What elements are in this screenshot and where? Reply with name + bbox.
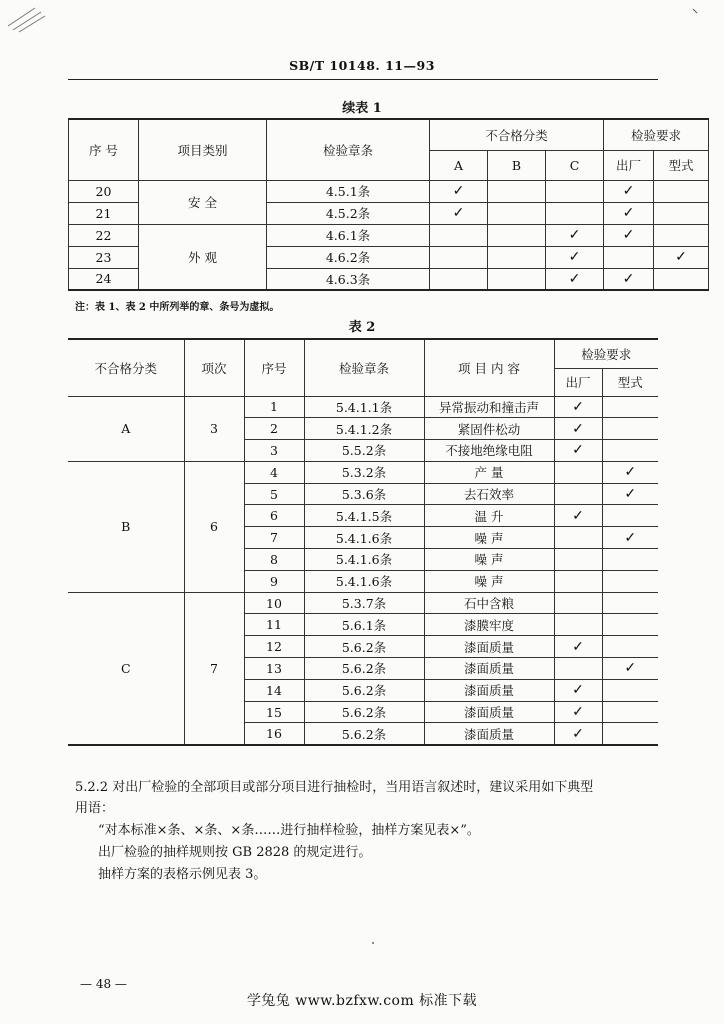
- check-type: [602, 636, 658, 658]
- clause-cell: 5.4.1.2条: [304, 418, 424, 440]
- seq-cell: 7: [244, 527, 304, 549]
- seq-cell: 1: [244, 396, 304, 418]
- seq-cell: 8: [244, 549, 304, 571]
- corner-mark: [692, 8, 698, 14]
- category-cell: 安 全: [139, 180, 267, 224]
- seq-cell: 21: [69, 202, 139, 224]
- content-cell: 噪 声: [424, 549, 554, 571]
- check-type: [654, 202, 709, 224]
- seq-cell: 15: [244, 701, 304, 723]
- standard-number: SB/T 10148. 11—93: [289, 58, 435, 73]
- table1-caption: 续表 1: [342, 101, 382, 116]
- check-type: ✓: [602, 461, 658, 483]
- content-cell: 去石效率: [424, 483, 554, 505]
- paragraph-line-1: 5.2.2 对出厂检验的全部项目或部分项目进行抽检时，当用语言叙述时，建议采用如下典型: [75, 780, 594, 795]
- check-factory: ✓: [604, 224, 654, 246]
- check-type: [602, 549, 658, 571]
- class-cell: C: [68, 592, 184, 745]
- t1-header-a: A: [430, 150, 488, 180]
- clause-cell: 5.3.7条: [304, 592, 424, 614]
- t1-header-b: B: [488, 150, 546, 180]
- check-b: [488, 246, 546, 268]
- seq-cell: 22: [69, 224, 139, 246]
- check-factory: ✓: [554, 679, 602, 701]
- check-b: [488, 180, 546, 202]
- content-cell: 噪 声: [424, 570, 554, 592]
- t1-header-category: 项目类别: [139, 119, 267, 180]
- check-factory: [554, 570, 602, 592]
- clause-cell: 4.5.1条: [267, 180, 430, 202]
- check-factory: ✓: [604, 202, 654, 224]
- content-cell: 漆膜牢度: [424, 614, 554, 636]
- table-note: 注：表 1、表 2 中所列举的章、条号为虚拟。: [75, 302, 280, 313]
- content-cell: 异常振动和撞击声: [424, 396, 554, 418]
- check-a: ✓: [430, 180, 488, 202]
- seq-cell: 23: [69, 246, 139, 268]
- table-row: [68, 461, 658, 483]
- check-type: [602, 570, 658, 592]
- t2-header-seq: 序号: [244, 339, 304, 396]
- seq-cell: 5: [244, 483, 304, 505]
- check-factory: [604, 246, 654, 268]
- t1-header-factory: 出厂: [604, 150, 654, 180]
- clause-cell: 5.4.1.6条: [304, 570, 424, 592]
- clause-cell: 5.6.1条: [304, 614, 424, 636]
- clause-cell: 5.6.2条: [304, 701, 424, 723]
- check-factory: ✓: [554, 505, 602, 527]
- clause-cell: 5.4.1.5条: [304, 505, 424, 527]
- clause-cell: 4.5.2条: [267, 202, 430, 224]
- check-factory: ✓: [554, 723, 602, 745]
- check-factory: [554, 658, 602, 680]
- clause-cell: 5.6.2条: [304, 658, 424, 680]
- check-a: [430, 246, 488, 268]
- check-type: [602, 396, 658, 418]
- clause-cell: 5.4.1.6条: [304, 549, 424, 571]
- content-cell: 温 升: [424, 505, 554, 527]
- t1-header-type: 型式: [654, 150, 709, 180]
- check-factory: [554, 614, 602, 636]
- check-factory: [554, 549, 602, 571]
- class-cell: B: [68, 461, 184, 592]
- check-type: [654, 180, 709, 202]
- t2-header-inspection: 检验要求: [554, 339, 658, 368]
- check-factory: ✓: [554, 418, 602, 440]
- check-b: [488, 224, 546, 246]
- paragraph-line-4: 出厂检验的抽样规则按 GB 2828 的规定进行。: [98, 845, 372, 860]
- count-cell: 6: [184, 461, 244, 592]
- clause-cell: 5.3.6条: [304, 483, 424, 505]
- class-cell: A: [68, 396, 184, 461]
- check-a: [430, 268, 488, 290]
- paragraph-line-5: 抽样方案的表格示例见表 3。: [98, 867, 267, 882]
- t1-header-inspection: 检验要求: [604, 119, 709, 150]
- seq-cell: 20: [69, 180, 139, 202]
- t2-header-content: 项 目 内 容: [424, 339, 554, 396]
- check-type: [654, 268, 709, 290]
- table2: [68, 338, 658, 746]
- seq-cell: 12: [244, 636, 304, 658]
- check-factory: [554, 527, 602, 549]
- seq-cell: 2: [244, 418, 304, 440]
- check-type: ✓: [602, 527, 658, 549]
- clause-cell: 5.4.1.1条: [304, 396, 424, 418]
- check-type: [602, 723, 658, 745]
- t1-header-c: C: [546, 150, 604, 180]
- check-type: [602, 614, 658, 636]
- scribble-mark: [5, 4, 50, 34]
- check-factory: ✓: [604, 268, 654, 290]
- clause-cell: 4.6.1条: [267, 224, 430, 246]
- clause-cell: 5.4.1.6条: [304, 527, 424, 549]
- content-cell: 噪 声: [424, 527, 554, 549]
- check-factory: [554, 592, 602, 614]
- t1-header-seq: 序 号: [69, 119, 139, 180]
- check-c: ✓: [546, 224, 604, 246]
- count-cell: 7: [184, 592, 244, 745]
- check-type: [654, 224, 709, 246]
- header-rule: [68, 79, 658, 80]
- check-c: ✓: [546, 246, 604, 268]
- t2-header-defect-class: 不合格分类: [68, 339, 184, 396]
- t2-header-clause: 检验章条: [304, 339, 424, 396]
- category-cell: 外 观: [139, 224, 267, 290]
- t1-header-defect-class: 不合格分类: [430, 119, 604, 150]
- content-cell: 漆面质量: [424, 679, 554, 701]
- check-a: [430, 224, 488, 246]
- seq-cell: 11: [244, 614, 304, 636]
- check-c: ✓: [546, 268, 604, 290]
- clause-cell: 5.5.2条: [304, 440, 424, 462]
- check-type: [602, 418, 658, 440]
- t2-header-count: 项次: [184, 339, 244, 396]
- check-factory: [554, 483, 602, 505]
- check-type: [602, 440, 658, 462]
- check-factory: [554, 461, 602, 483]
- table-row: [69, 180, 709, 202]
- content-cell: 不接地绝缘电阻: [424, 440, 554, 462]
- seq-cell: 3: [244, 440, 304, 462]
- check-c: [546, 202, 604, 224]
- content-cell: 漆面质量: [424, 701, 554, 723]
- content-cell: 产 量: [424, 461, 554, 483]
- table1: [68, 118, 709, 291]
- content-cell: 漆面质量: [424, 723, 554, 745]
- content-cell: 石中含粮: [424, 592, 554, 614]
- check-c: [546, 180, 604, 202]
- content-cell: 漆面质量: [424, 636, 554, 658]
- check-type: ✓: [654, 246, 709, 268]
- check-type: ✓: [602, 658, 658, 680]
- seq-cell: 10: [244, 592, 304, 614]
- content-cell: 漆面质量: [424, 658, 554, 680]
- seq-cell: 9: [244, 570, 304, 592]
- check-a: ✓: [430, 202, 488, 224]
- check-type: [602, 679, 658, 701]
- check-factory: ✓: [554, 396, 602, 418]
- clause-cell: 5.6.2条: [304, 636, 424, 658]
- seq-cell: 14: [244, 679, 304, 701]
- t2-header-type: 型式: [602, 368, 658, 396]
- clause-cell: 5.6.2条: [304, 679, 424, 701]
- check-b: [488, 202, 546, 224]
- table2-caption: 表 2: [348, 320, 376, 335]
- check-b: [488, 268, 546, 290]
- t1-header-clause: 检验章条: [267, 119, 430, 180]
- table-row: [69, 224, 709, 246]
- paragraph-line-2: 用语：: [75, 801, 115, 816]
- seq-cell: 16: [244, 723, 304, 745]
- clause-cell: 4.6.3条: [267, 268, 430, 290]
- clause-cell: 5.3.2条: [304, 461, 424, 483]
- check-type: ✓: [602, 483, 658, 505]
- seq-cell: 6: [244, 505, 304, 527]
- check-factory: ✓: [554, 636, 602, 658]
- table-row: [68, 396, 658, 418]
- paragraph-line-3: “对本标准×条、×条、×条……进行抽样检验，抽样方案见表×”。: [98, 823, 480, 838]
- check-factory: ✓: [554, 701, 602, 723]
- seq-cell: 24: [69, 268, 139, 290]
- t2-header-factory: 出厂: [554, 368, 602, 396]
- seq-cell: 13: [244, 658, 304, 680]
- speck: [372, 942, 374, 944]
- check-type: [602, 701, 658, 723]
- content-cell: 紧固件松动: [424, 418, 554, 440]
- seq-cell: 4: [244, 461, 304, 483]
- count-cell: 3: [184, 396, 244, 461]
- check-type: [602, 592, 658, 614]
- check-factory: ✓: [604, 180, 654, 202]
- clause-cell: 4.6.2条: [267, 246, 430, 268]
- page-number: — 48 —: [80, 977, 127, 991]
- footer-watermark: 学兔兔 www.bzfxw.com 标准下载: [246, 993, 478, 1009]
- table-row: [68, 592, 658, 614]
- check-factory: ✓: [554, 440, 602, 462]
- clause-cell: 5.6.2条: [304, 723, 424, 745]
- check-type: [602, 505, 658, 527]
